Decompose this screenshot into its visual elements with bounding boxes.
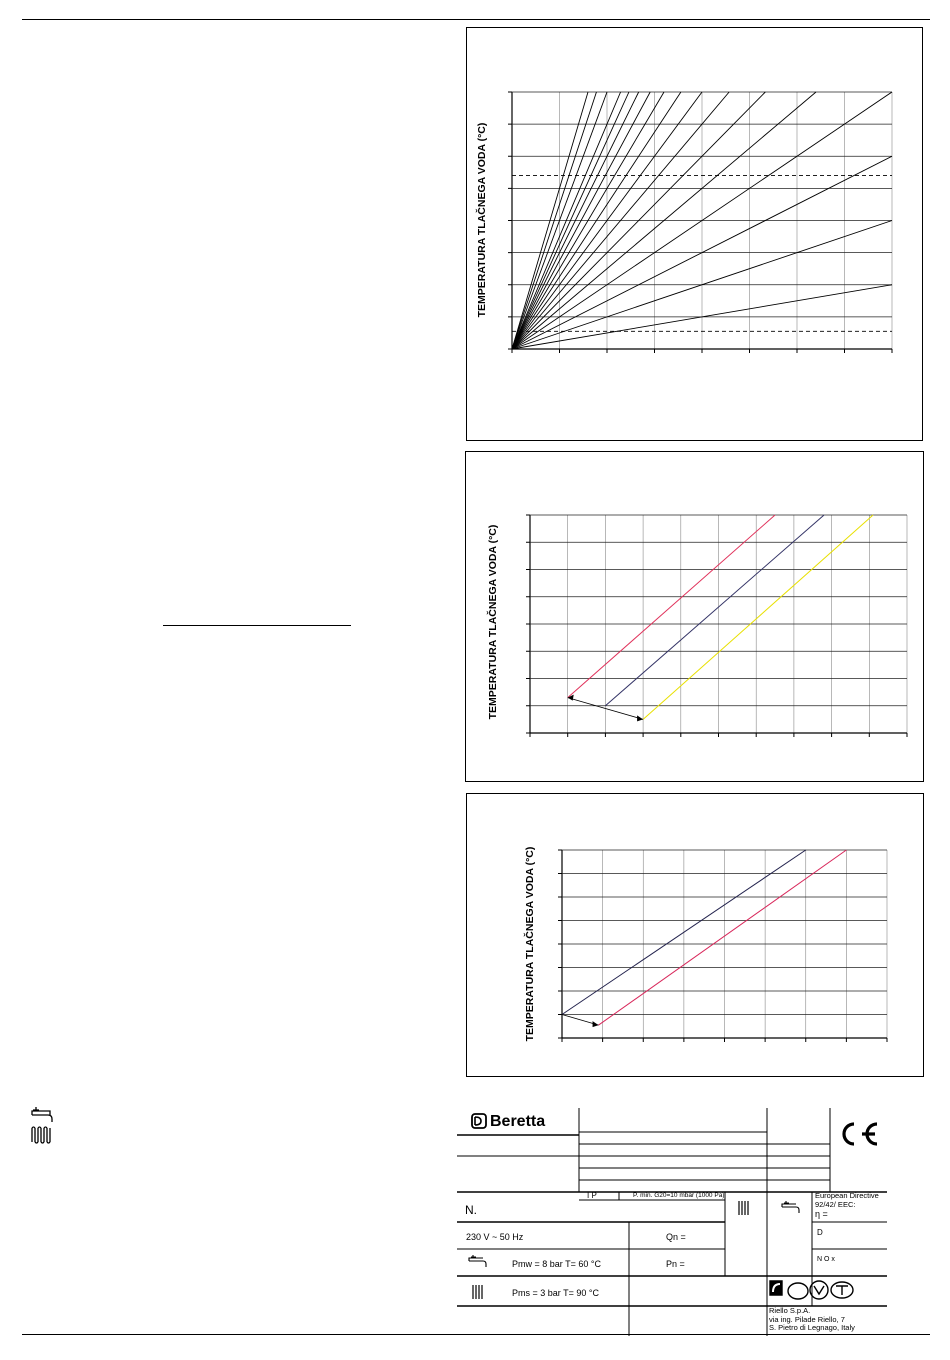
ip-label: I P	[587, 1191, 597, 1200]
nox-label: N O x	[817, 1256, 835, 1263]
chart-3	[467, 794, 923, 1076]
beretta-logo	[472, 1114, 486, 1128]
top-rule	[22, 19, 930, 20]
efficiency-label: η =	[815, 1209, 828, 1219]
arrow-head	[637, 715, 643, 721]
arrow-head	[593, 1021, 599, 1027]
series-line	[643, 515, 873, 719]
chart-panel-2	[465, 451, 924, 782]
series-line	[605, 515, 824, 706]
series-line	[599, 850, 847, 1025]
y-axis-label: TEMPERATURA TLAČNEGA VODA (°C)	[487, 524, 499, 720]
brand-name: Beretta	[490, 1113, 546, 1130]
rating-plate-grid	[457, 1108, 887, 1336]
chart-2	[466, 452, 923, 781]
tap-icon-pmw	[469, 1255, 486, 1267]
tap-icon	[32, 1107, 52, 1122]
chart-panel-1	[466, 27, 923, 441]
y-axis-label: TEMPERATURA TLAČNEGA VODA (°C)	[476, 122, 488, 318]
rating-plate	[457, 1108, 887, 1336]
pms-label: Pms = 3 bar T= 90 °C	[512, 1288, 599, 1298]
pmw-label: Pmw = 8 bar T= 60 °C	[512, 1259, 601, 1269]
radiator-icon-pms	[473, 1285, 482, 1299]
radiator-icon-plate	[739, 1201, 748, 1215]
manufacturer-address: Riello S.p.A. via ing. Pilade Riello, 7 S. Pietro di Legnago, Italy	[769, 1306, 855, 1332]
icon-stack	[30, 1102, 60, 1146]
ce-mark-icon	[844, 1124, 877, 1144]
pn-label: Pn =	[666, 1259, 685, 1269]
chart-panel-3	[466, 793, 924, 1077]
y-axis-label: TEMPERATURA TLAČNEGA VODA (°C)	[524, 846, 536, 1042]
d-label: D	[817, 1228, 823, 1237]
directive-label: European Directive 92/42/ EEC:	[815, 1191, 879, 1209]
blank-underline	[163, 625, 351, 626]
serial-label: N.	[465, 1203, 477, 1217]
voltage-label: 230 V ~ 50 Hz	[466, 1232, 524, 1242]
legend-icons	[30, 1102, 60, 1151]
tap-icon-plate	[782, 1201, 799, 1213]
radiator-icon	[32, 1127, 50, 1143]
chart-1	[467, 28, 922, 440]
pmin-label: P. min. G20=10 mbar (1000 Pa)	[633, 1192, 725, 1199]
qn-label: Qn =	[666, 1232, 686, 1242]
